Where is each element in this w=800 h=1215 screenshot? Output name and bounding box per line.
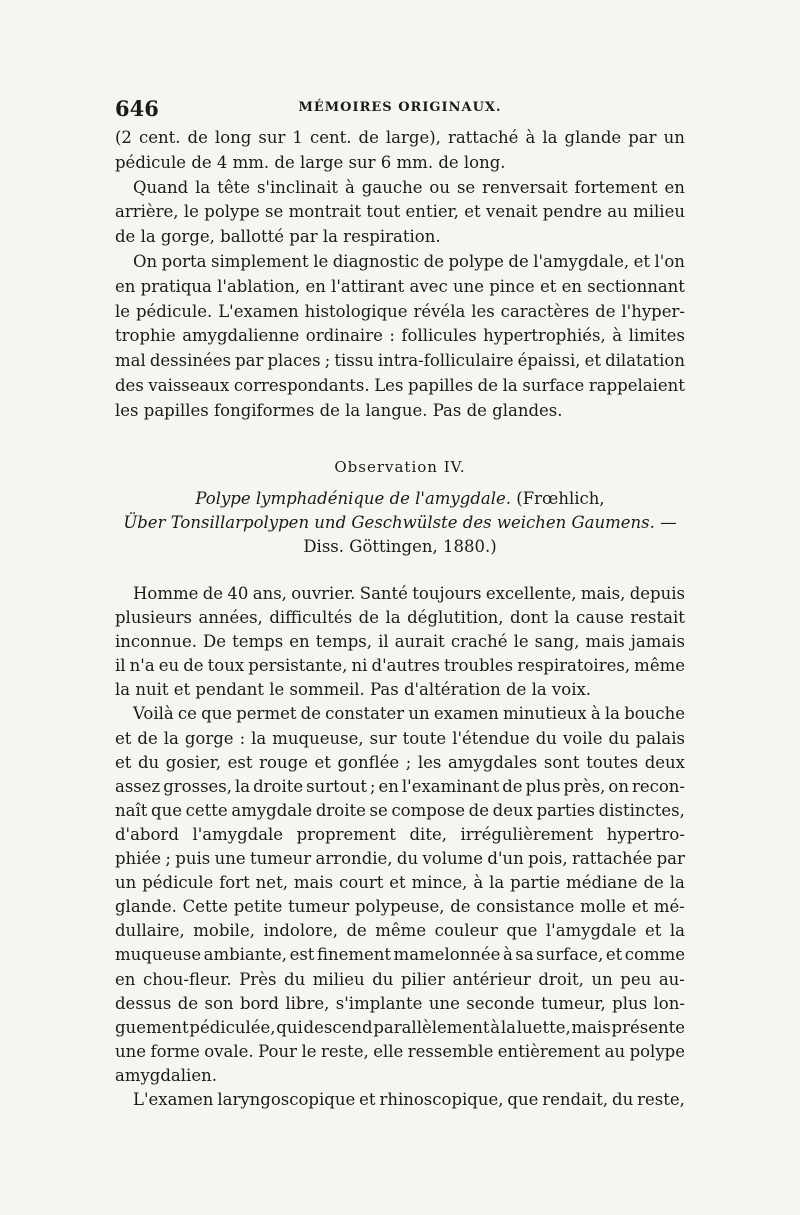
observation-title: Observation IV. bbox=[334, 458, 466, 476]
text-line: amygdalien. bbox=[115, 1065, 217, 1085]
text-line: Voilà ce que permet de constater un examen minutieux à la bouche bbox=[133, 704, 685, 724]
text-line: (2 cent. de long sur 1 cent. de large), rattaché à la glande par un bbox=[115, 128, 685, 147]
text-line: et du gosier, est rouge et gonflée ; les amygdales sont toutes deux bbox=[115, 752, 685, 772]
text-line: L'examen laryngoscopique et rhinoscopique, que rendait, du reste, bbox=[133, 1089, 685, 1109]
text-line: arrière, le polype se montrait tout entier, et venait pendre au milieu bbox=[115, 202, 685, 222]
reference-dash: — bbox=[654, 513, 677, 532]
text-line: Quand la tête s'inclinait à gauche ou se renversait fortement en bbox=[133, 177, 685, 197]
text-line: en chou-fleur. Près du milieu du pilier antérieur droit, un peu au- bbox=[115, 969, 685, 989]
text-line: plusieurs années, difficultés de la déglutition, dont la cause restait bbox=[115, 608, 685, 628]
text-line: les papilles fongiformes de la langue. Pas de glandes. bbox=[115, 400, 563, 420]
running-title: MÉMOIRES ORIGINAUX. bbox=[298, 100, 502, 115]
text-line: une forme ovale. Pour le reste, elle ressemble entièrement au polype bbox=[115, 1041, 685, 1061]
text-line: pédicule de 4 mm. de large sur 6 mm. de long. bbox=[115, 152, 506, 172]
reference-title-italic: Polype lymphadénique de l'amygdale. bbox=[195, 489, 512, 508]
text-line: le pédicule. L'examen histologique révéla les caractères de l'hyper- bbox=[115, 301, 685, 321]
text-line: de la gorge, ballotté par la respiration. bbox=[115, 227, 441, 247]
page-number: 646 bbox=[115, 96, 159, 121]
text-line: dessus de son bord libre, s'implante une seconde tumeur, plus lon- bbox=[115, 993, 685, 1013]
text-line: et de la gorge : la muqueuse, sur toute l'étendue du voile du palais bbox=[115, 728, 685, 748]
text-line: phiée ; puis une tumeur arrondie, du volume d'un pois, rattachée par bbox=[115, 849, 685, 869]
text-line: Homme de 40 ans, ouvrier. Santé toujours excellente, mais, depuis bbox=[133, 584, 685, 603]
text-line: naît que cette amygdale droite se compose de deux parties distinctes, bbox=[115, 800, 685, 820]
body-text-section-2 bbox=[115, 582, 685, 1112]
reference-publication: Diss. Göttingen, 1880.) bbox=[303, 537, 497, 556]
text-line: trophie amygdalienne ordinaire : follicules hypertrophiés, à limites bbox=[115, 326, 685, 346]
text-line: des vaisseaux correspondants. Les papilles de la surface rappelaient bbox=[115, 375, 685, 395]
text-line: guement pédiculée, qui descend parallèlement à la luette, mais présente bbox=[115, 1017, 685, 1037]
text-line: il n'a eu de toux persistante, ni d'autres troubles respiratoires, même bbox=[115, 656, 685, 676]
text-line: muqueuse ambiante, est finement mamelonnée à sa surface, et comme bbox=[115, 945, 685, 965]
text-line: en pratiqua l'ablation, en l'attirant avec une pince et en sectionnant bbox=[115, 276, 685, 296]
page-header bbox=[115, 96, 685, 122]
observation-reference bbox=[115, 487, 685, 559]
text-line: un pédicule fort net, mais court et mince, à la partie médiane de la bbox=[115, 873, 685, 893]
text-line: On porta simplement le diagnostic de polype de l'amygdale, et l'on bbox=[133, 251, 685, 271]
text-line: d'abord l'amygdale proprement dite, irrégulièrement hypertro- bbox=[115, 824, 685, 844]
body-text-section-1 bbox=[115, 126, 685, 424]
text-line: dullaire, mobile, indolore, de même couleur que l'amygdale et la bbox=[115, 921, 685, 941]
text-line: mal dessinées par places ; tissu intra-folliculaire épaissi, et dilatation bbox=[115, 351, 685, 371]
text-line: la nuit et pendant le sommeil. Pas d'altération de la voix. bbox=[115, 680, 592, 700]
reference-author: (Frœhlich, bbox=[511, 489, 605, 508]
text-line: assez grosses, la droite surtout ; en l'examinant de plus près, on recon- bbox=[115, 776, 685, 796]
text-line: glande. Cette petite tumeur polypeuse, de consistance molle et mé- bbox=[115, 897, 685, 917]
reference-work-italic: Über Tonsillarpolypen und Geschwülste des weichen Gaumens. bbox=[123, 513, 655, 532]
text-line: inconnue. De temps en temps, il aurait craché le sang, mais jamais bbox=[115, 632, 685, 652]
